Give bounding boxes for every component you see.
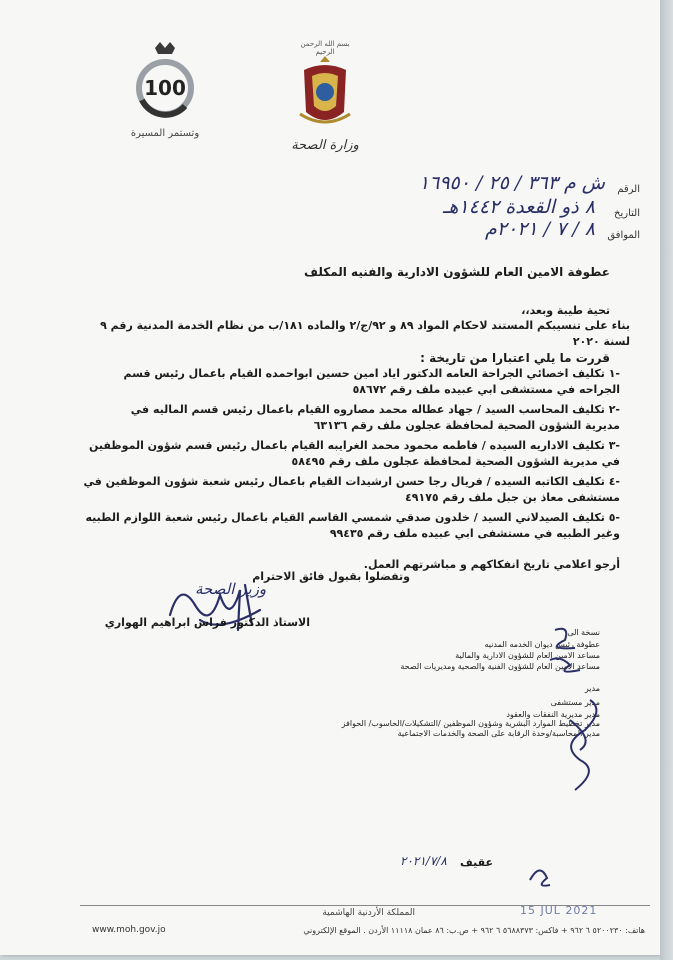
cc-heading: نسخة الى [567, 628, 600, 637]
stamp-date: ٢٠٢١/٧/٨ [400, 854, 447, 868]
cc-line: عطوفة رئيس ديوان الخدمه المدنيه [484, 640, 600, 649]
cc-line: مساعد الامين العام للشؤون الادارية والمالية [455, 651, 600, 660]
item-line-2: مديرية الشؤون الصحية لمحافظة عجلون ملف رقم ٦٣١٣٦ [313, 419, 620, 432]
stamp-scribble-icon [525, 860, 555, 890]
item-line-2: وغير الطبيه في مستشفى ابي عبيده ملف رقم ٩٩٤٣٥ [329, 527, 620, 540]
signature-title: وزير الصحة [195, 580, 267, 598]
cc-line: مساعد الامين العام للشؤون الفنية والصحية ومديريات الصحة [400, 662, 600, 671]
closing-request: أرجو اعلامي تاريخ انفكاكهم و مباشرتهم العمل. [363, 558, 620, 571]
initials-scribble-icon [550, 690, 610, 800]
centennial-logo [130, 40, 200, 140]
list-item [60, 438, 620, 470]
item-number: -٢ [608, 403, 620, 416]
basis-line-1: بناء على تنسيبكم المستند لاحكام المواد ٨٩ و ٩٢/ج/٢ والماده ١٨١/ب من نظام الخدمة المدنية رقم ٩ [100, 319, 630, 332]
item-number: -٣ [608, 439, 620, 452]
centennial-tagline: وتستمر المسيرة [130, 128, 200, 139]
corresponding-label: الموافق [607, 230, 640, 241]
footer-divider [80, 905, 650, 906]
ministry-name: وزارة الصحة [291, 138, 359, 153]
item-line-2: في مديرية الشؤون الصحية لمحافظة عجلون ملف رقم ٥٨٤٩٥ [291, 455, 620, 468]
footer-website: www.moh.gov.jo [92, 925, 166, 935]
item-line-1: تكليف الكاتبه السيده / فريال رجا حسن ارشيدات القيام باعمال رئيس شعبة شؤون الموظفين في [83, 475, 605, 488]
item-number: -٥ [608, 511, 620, 524]
list-item [60, 366, 620, 398]
item-line-1: تكليف الاداريه السيده / فاطمه محمود محمد الغرايبه القيام باعمال رئيس قسم شؤون الموظفين [89, 439, 605, 452]
coat-of-arms-icon [290, 52, 360, 132]
reference-number-label: الرقم [617, 184, 640, 195]
date-label: التاريخ [614, 208, 640, 219]
received-stamp: 15 JUL 2021 [520, 904, 598, 917]
hijri-date-value: ٨ ذو القعدة ١٤٤٢هـ [442, 196, 595, 218]
item-line-2: مستشفى معاذ بن جبل ملف رقم ٤٩١٧٥ [405, 491, 620, 504]
background-edge [660, 0, 673, 960]
decision-intro: قررت ما يلي اعتبارا من تاريخة : [420, 351, 610, 365]
signatory-name: الاستاذ الدكتور فراس ابراهيم الهواري [104, 616, 310, 629]
item-line-1: تكليف الصيدلاني السيد / خلدون صدقي شمسي القاسم القيام باعمال رئيس شعبة اللوازم الطبيه [85, 511, 605, 524]
footer-kingdom: المملكة الأردنية الهاشمية [322, 908, 415, 918]
addressee: عطوفة الامين العام للشؤون الادارية والفنيه المكلف [304, 265, 610, 279]
basmala-text: بسم الله الرحمن الرحيم [300, 40, 350, 56]
stamp-label: عقيف [460, 856, 494, 869]
reference-number-value: ش م ٣٦٣ / ٢٥ / ١٦٩٥٠ [418, 172, 605, 194]
list-item [60, 474, 620, 506]
cc-line: مدير المحاسبة/وحدة الرقابة على الصحة والخدمات الاجتماعية [397, 729, 600, 738]
list-item [60, 510, 620, 542]
item-number: -١ [608, 367, 620, 380]
centennial-number: 100 [144, 76, 186, 100]
cc-line: مدير تخطيط الموارد البشرية وشؤون الموظفين /التشكيلات/الحاسوب/ الحوافز [341, 719, 600, 728]
handwritten-mark-icon [535, 620, 595, 680]
reference-block [170, 172, 650, 248]
cc-line: مدير مديرية النفقات والعقود [506, 710, 600, 719]
gregorian-date-value: ٨ / ٧ / ٢٠٢١م [485, 218, 595, 240]
cc-line: مدير [584, 684, 600, 693]
basis-line-2: لسنة ٢٠٢٠ [572, 335, 630, 348]
list-item [60, 402, 620, 434]
regards-line: وتفضلوا بقبول فائق الاحترام [252, 570, 410, 583]
item-number: -٤ [608, 475, 620, 488]
item-line-1: تكليف اخصائي الجراحة العامه الدكتور اياد امين حسين ابواحمده القيام باعمال رئيس قسم [123, 367, 605, 380]
centennial-emblem-icon [130, 40, 200, 130]
footer-contact: هاتف: ٥٢٠٠٢٣٠ ٦ ٩٦٢ + فاكس: ٥٦٨٨٣٧٣ ٦ ٩٦٢ + ص.ب: ٨٦ عمان ١١١١٨ الأردن . الموقع الإلكتروني [303, 926, 645, 935]
cc-line: مدير مستشفى [550, 698, 600, 707]
item-line-2: الجراحه في مستشفى ابي عبيده ملف رقم ٥٨٦٧٢ [352, 383, 620, 396]
ministry-crest [290, 40, 360, 160]
greeting: تحية طيبة وبعد،، [521, 304, 610, 317]
item-line-1: تكليف المحاسب السيد / جهاد عطاله محمد مصاروه القيام باعمال رئيس قسم الماليه في [130, 403, 605, 416]
